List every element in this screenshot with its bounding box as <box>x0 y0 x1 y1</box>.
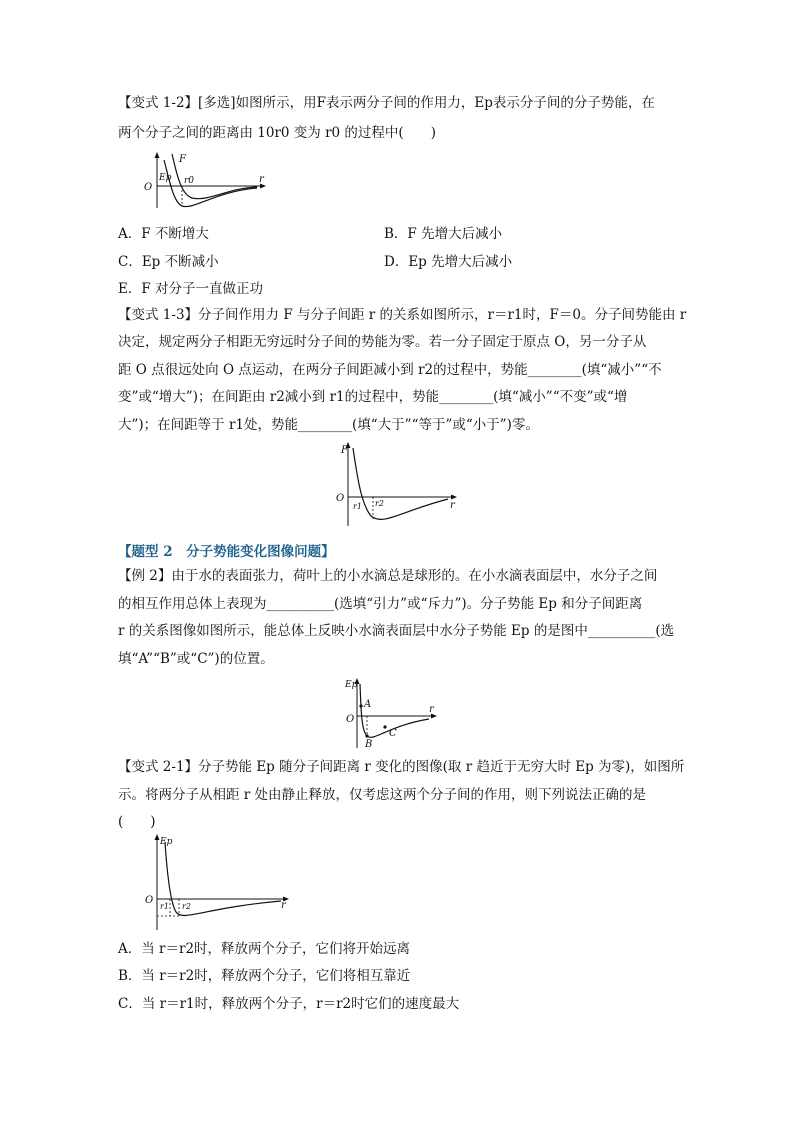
v13-fig-origin-label: O <box>336 493 345 504</box>
v21-fig-r-label: r <box>281 900 286 911</box>
v21-fig-r1-label: r1 <box>160 902 169 911</box>
v12-fig-ep-label: Ep <box>159 173 172 183</box>
v13-stem-line5: 大”)；在间距等于 r1处，势能________(填“大于”“等于”或“小于”)零。 <box>118 417 539 433</box>
v13-stem-line1: 【变式 1-3】分子间作用力 F 与分子间距 r 的关系如图所示，r＝r1时，F＝0。分子间势能由 r <box>118 307 687 323</box>
v12-option-a: A．F 不断增大 <box>118 226 209 242</box>
ex2-fig-ep-label: Ep <box>345 680 358 690</box>
v12-force-potential-figure <box>142 150 272 212</box>
ex2-stem-line4: 填“A”“B”或“C”)的位置。 <box>118 651 274 667</box>
v12-fig-r0-label: r0 <box>184 176 195 186</box>
v21-stem-line2: 示。将两分子从相距 r 处由静止释放，仅考虑这两个分子间的作用，则下列说法正确的是 <box>118 787 647 803</box>
v21-fig-ep-label: Ep <box>160 837 173 847</box>
v21-option-c: C．当 r＝r1时，释放两个分子，r＝r2时它们的速度最大 <box>118 996 460 1012</box>
v12-fig-f-label: F <box>179 154 186 165</box>
v21-potential-figure <box>143 832 293 932</box>
ex2-potential-figure <box>343 676 443 750</box>
v13-force-figure <box>333 440 463 530</box>
v12-stem-line2: 两个分子之间的距离由 10r0 变为 r0 的过程中( ) <box>118 125 436 141</box>
ex2-fig-c-label: C <box>389 728 397 739</box>
ex2-fig-a-label: A <box>364 699 372 710</box>
v21-stem-line3: ( ) <box>118 814 156 830</box>
v21-fig-origin-label: O <box>145 895 154 906</box>
section-heading: 【题型 2 分子势能变化图像问题】 <box>118 544 335 560</box>
ex2-fig-origin-label: O <box>346 714 355 725</box>
v13-stem-line3: 距 O 点很远处向 O 点运动，在两分子间距减小到 r2的过程中，势能________(填“减小”“不 <box>118 362 662 378</box>
v12-fig-origin-label: O <box>144 182 153 193</box>
ex2-fig-b-label: B <box>365 739 373 750</box>
v21-option-a: A．当 r＝r2时，释放两个分子，它们将开始远离 <box>118 941 411 957</box>
ex2-fig-r-label: r <box>429 704 434 715</box>
v12-stem-line1: 【变式 1-2】[多选]如图所示，用F表示两分子间的作用力，Ep表示分子间的分子势能，在 <box>118 95 655 111</box>
v12-option-e: E．F 对分子一直做正功 <box>118 281 264 297</box>
v13-stem-line4: 变”或“增大”)；在间距由 r2减小到 r1的过程中，势能________(填“减小”“不变”或“增 <box>118 389 628 405</box>
v12-option-d: D．Ep 先增大后减小 <box>384 254 513 270</box>
v13-fig-r-label: r <box>450 500 455 511</box>
v12-fig-r-label: r <box>259 174 264 185</box>
v13-fig-r2-label: r2 <box>375 499 384 508</box>
ex2-stem-line2: 的相互作用总体上表现为__________(选填“引力”或“斥力”)。分子势能 Ep 和分子间距离 <box>118 596 643 612</box>
v12-option-b: B．F 先增大后减小 <box>384 226 503 242</box>
v12-option-c: C．Ep 不断减小 <box>118 254 219 270</box>
v21-fig-r2-label: r2 <box>182 902 191 911</box>
v13-fig-f-label: F <box>341 445 348 456</box>
v13-stem-line2: 决定，规定两分子相距无穷远时分子间的势能为零。若一分子固定于原点 O，另一分子从 <box>118 334 647 350</box>
v13-fig-r1-label: r1 <box>353 502 362 511</box>
ex2-stem-line3: r 的关系图像如图所示，能总体上反映小水滴表面层中水分子势能 Ep 的是图中__________(选 <box>118 623 675 639</box>
v21-stem-line1: 【变式 2-1】分子势能 Ep 随分子间距离 r 变化的图像(取 r 趋近于无穷大时 Ep 为零)，如图所 <box>118 759 685 775</box>
v21-option-b: B．当 r＝r2时，释放两个分子，它们将相互靠近 <box>118 968 411 984</box>
ex2-stem-line1: 【例 2】由于水的表面张力，荷叶上的小水滴总是球形的。在小水滴表面层中，水分子之间 <box>118 568 658 584</box>
